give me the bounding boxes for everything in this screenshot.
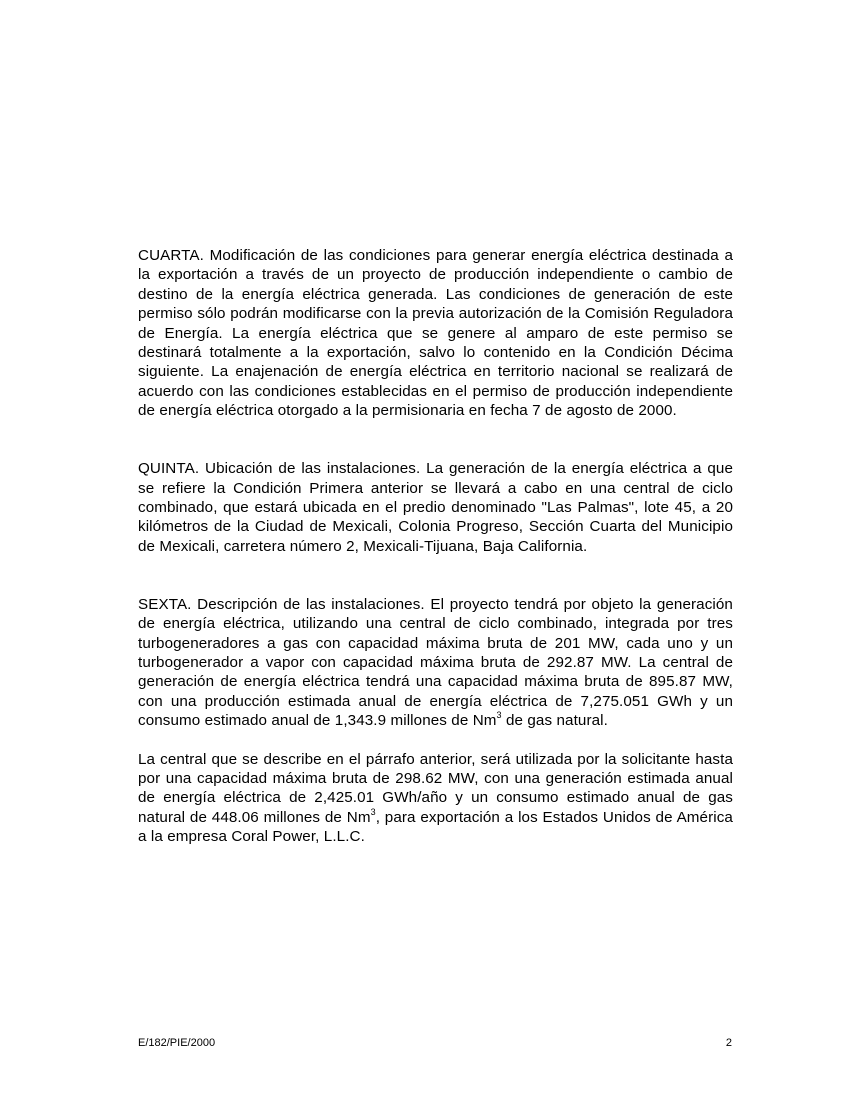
clause-sexta-text: Descripción de las instalaciones. El proyecto tendrá por objeto la generación de energía eléctrica, utilizando una central de ciclo combinado, integrada por tres turbogeneradores a gas con capacidad máxima bruta de 201 MW, cada uno y un turbogenerador a vapor con capacidad máxima bruta de 292.87 MW. La central de generación de energía eléctrica tendrá una capacidad máxima bruta de 895.87 MW, con una producción estimada anual de energía eléctrica de 7,275.051 GWh y un consumo estimado anual de 1,343.9 millones de Nm [138, 595, 733, 730]
clause-cuarta-heading: CUARTA. [138, 247, 204, 264]
clause-sexta-text-end: de gas natural. [501, 712, 608, 730]
footer-page-number: 2 [725, 1037, 732, 1049]
clause-cuarta [138, 246, 733, 421]
unit-exponent: 3 [370, 806, 376, 817]
document-body [138, 246, 733, 847]
clause-quinta-heading: QUINTA. [138, 460, 200, 478]
clause-sexta-paragraph-2 [138, 750, 733, 847]
footer-document-reference: E/182/PIE/2000 [138, 1037, 216, 1049]
unit-exponent: 3 [496, 710, 502, 721]
clause-sexta [138, 595, 733, 731]
clause-quinta [138, 459, 733, 556]
clause-sexta-paragraph-2-text-end: , para exportación a los Estados Unidos de América a la empresa Coral Power, L.L.C. [138, 808, 733, 846]
clause-quinta-text: Ubicación de las instalaciones. La generación de la energía eléctrica a que se refiere la Condición Primera anterior se llevará a cabo en una central de ciclo combinado, que estará ubicada en el predio denominado "Las Palmas", lote 45, a 20 kilómetros de la Ciudad de Mexicali, Colonia Progreso, Sección Cuarta del Municipio de Mexicali, carretera número 2, Mexicali-Tijuana, Baja California. [138, 460, 733, 555]
clause-sexta-heading: SEXTA. [138, 595, 192, 613]
clause-cuarta-text: Modificación de las condiciones para generar energía eléctrica destinada a la exportación a través de un proyecto de producción independiente o cambio de destino de la energía eléctrica generada. Las condiciones de generación de este permiso sólo podrán modificarse con la previa autorización de la Comisión Reguladora de Energía. La energía eléctrica que se genere al amparo de este permiso se destinará totalmente a la exportación, salvo lo contenido en la Condición Décima siguiente. La enajenación de energía eléctrica en territorio nacional se realizará de acuerdo con las condiciones establecidas en el permiso de producción independiente de energía eléctrica otorgado a la permisionaria en fecha 7 de agosto de 2000. [138, 247, 733, 420]
clause-sexta-paragraph-2-text: La central que se describe en el párrafo anterior, será utilizada por la solicitante hasta por una capacidad máxima bruta de 298.62 MW, con una generación estimada anual de energía eléctrica de 2,425.01 GWh/año y un consumo estimado anual de gas natural de 448.06 millones de Nm [138, 750, 733, 826]
